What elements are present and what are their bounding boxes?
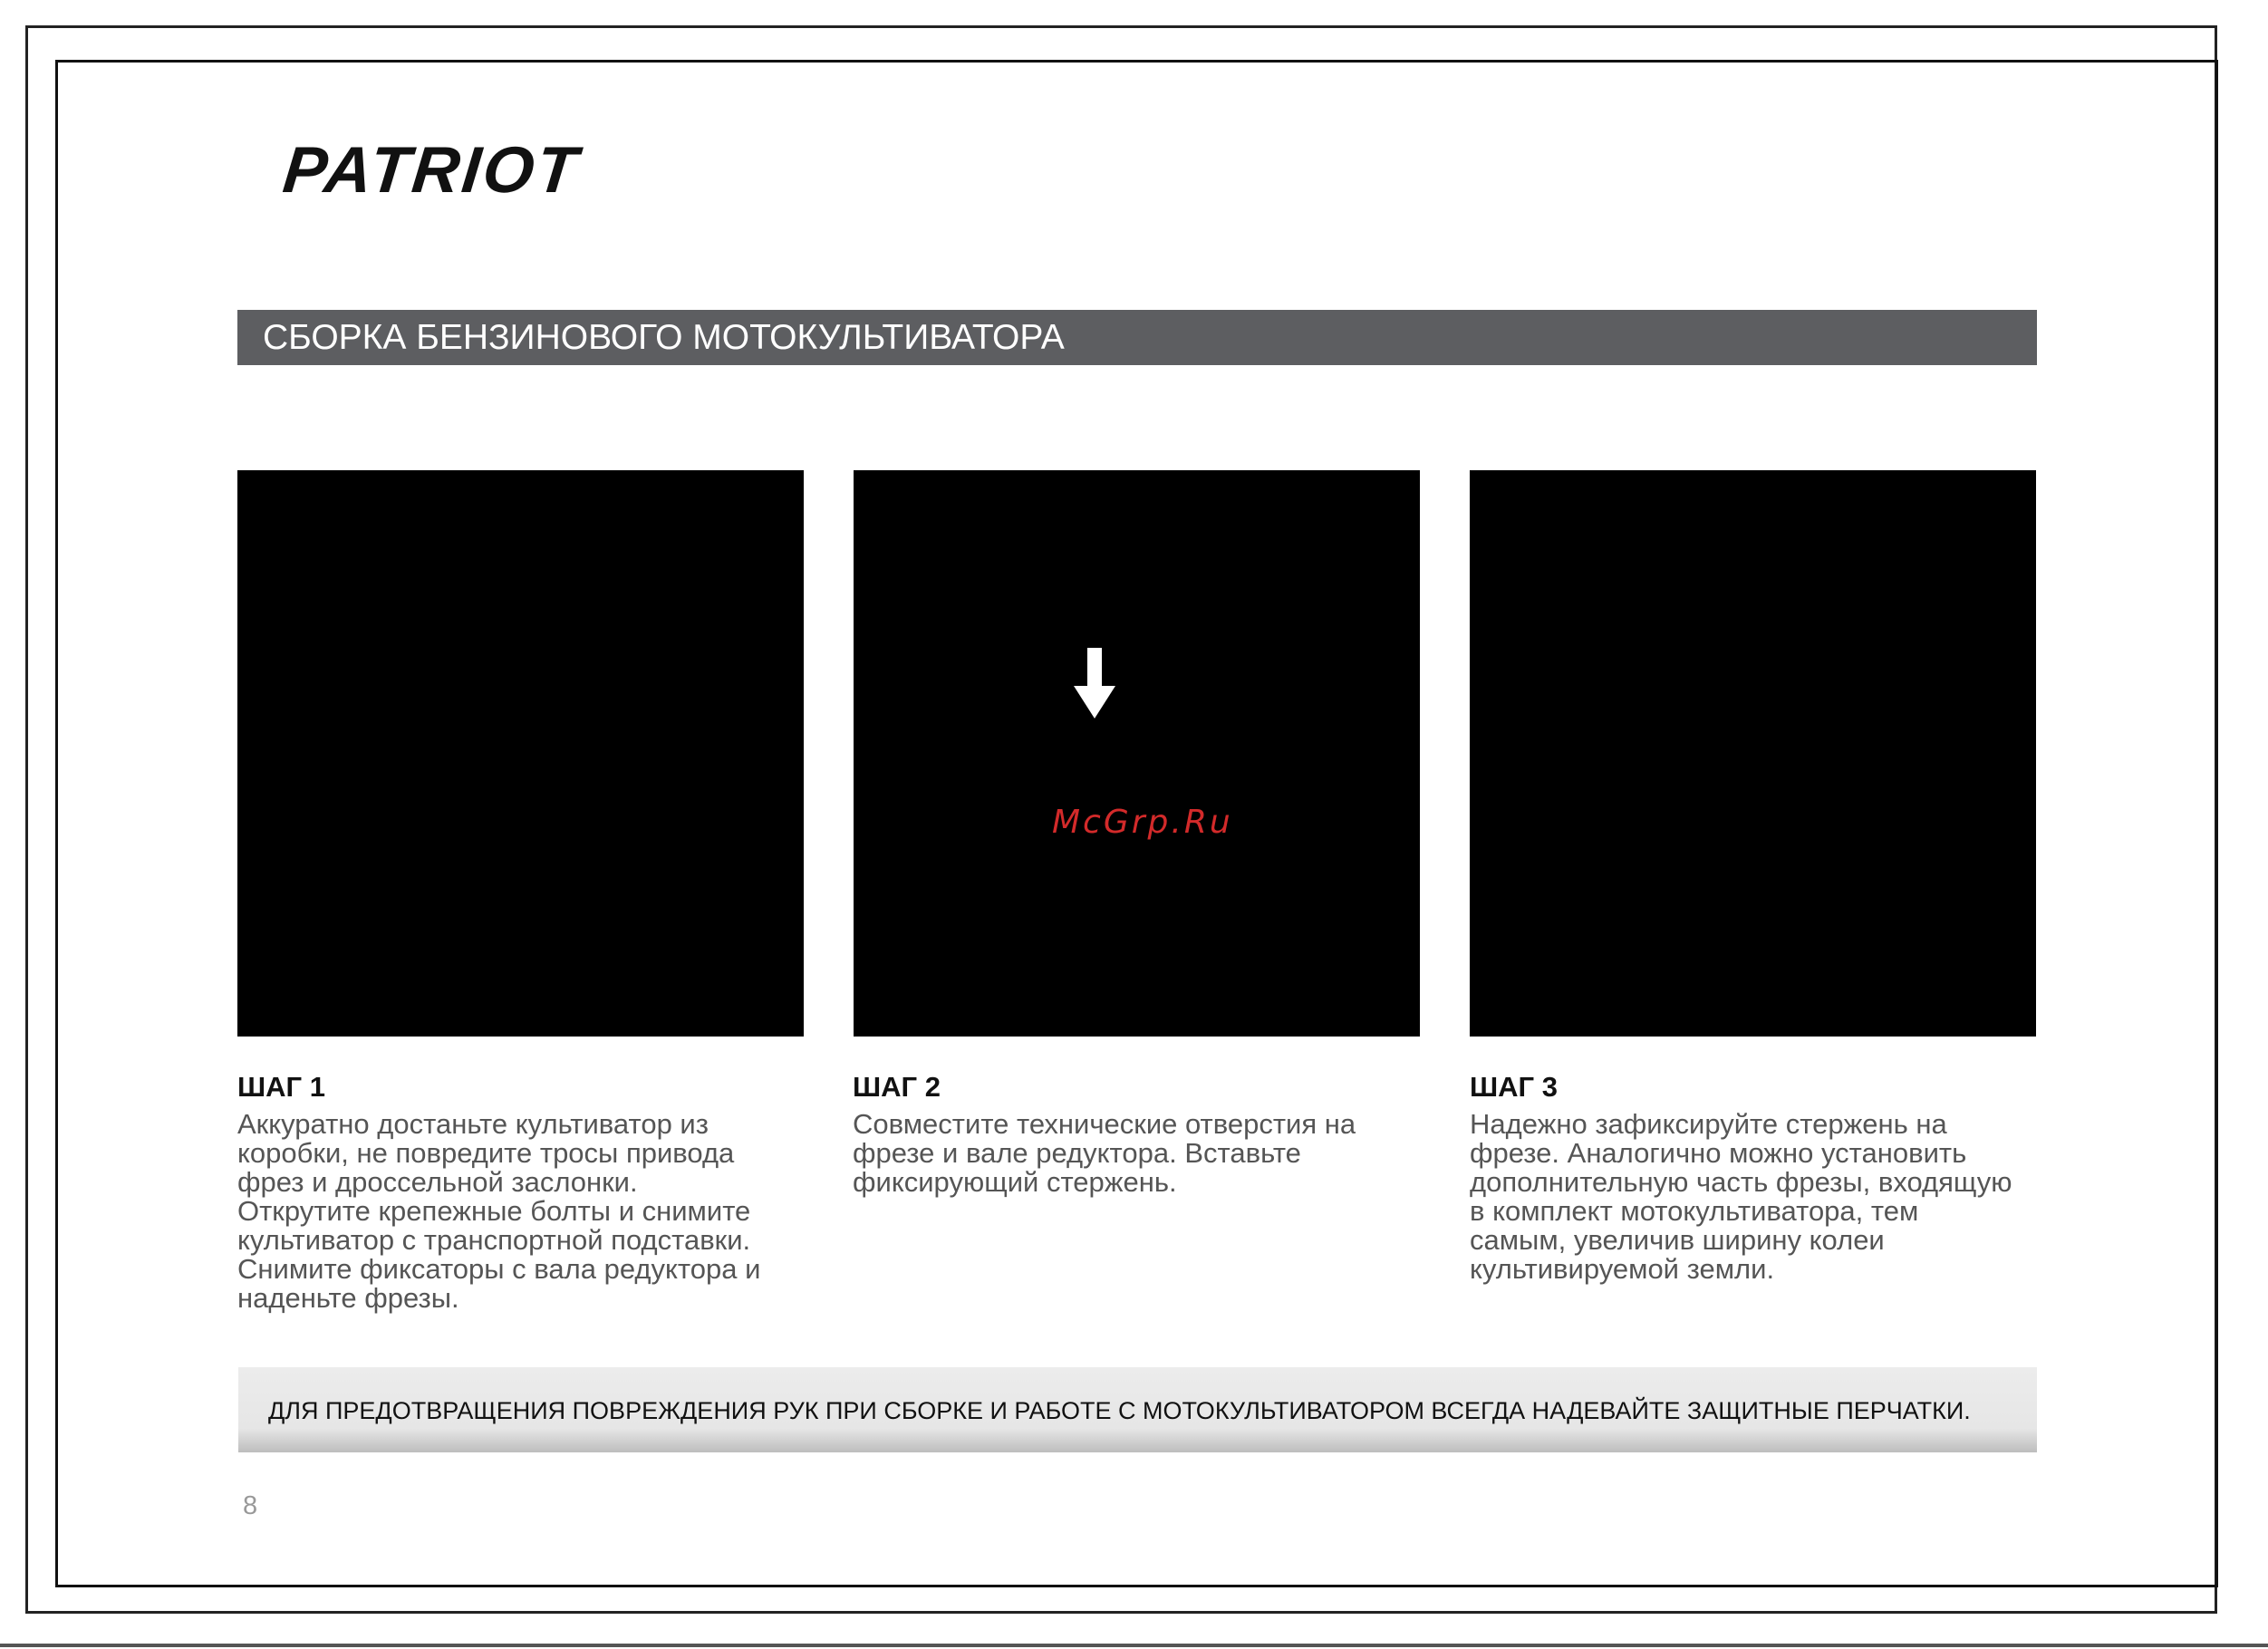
step-3-title: ШАГ 3 xyxy=(1470,1071,1558,1103)
step-1-line: коробки, не повредите тросы привода xyxy=(237,1137,735,1169)
step-3-line: культивируемой земли. xyxy=(1470,1253,1775,1285)
safety-warning-bar xyxy=(238,1367,2037,1452)
step-1-line: Аккуратно достаньте культиватор из xyxy=(237,1108,709,1140)
step-2-line: фрезе и вале редуктора. Вставьте xyxy=(853,1137,1301,1169)
arrow-down-icon xyxy=(1074,648,1115,718)
step-2-image xyxy=(854,470,1420,1037)
step-1-text xyxy=(237,1110,817,1313)
step-2-line: фиксирующий стержень. xyxy=(853,1166,1177,1198)
step-3-line: в комплект мотокультиватора, тем xyxy=(1470,1195,1919,1227)
watermark: McGrp.Ru xyxy=(1052,804,1233,841)
step-1-line: наденьте фрезы. xyxy=(237,1282,459,1314)
safety-warning-text: ДЛЯ ПРЕДОТВРАЩЕНИЯ ПОВРЕЖДЕНИЯ РУК ПРИ СБОРКЕ И РАБОТЕ С МОТОКУЛЬТИВАТОРОМ ВСЕГДА НАДЕВАЙТЕ ЗАЩИТНЫЕ ПЕРЧАТКИ. xyxy=(268,1397,1971,1424)
step-3-image xyxy=(1470,470,2036,1037)
step-2-text xyxy=(853,1110,1433,1197)
step-1-line: Снимите фиксаторы с вала редуктора и xyxy=(237,1253,761,1285)
patriot-logo: PATRIOT xyxy=(279,134,584,207)
step-1-line: фрез и дроссельной заслонки. xyxy=(237,1166,638,1198)
bottom-divider xyxy=(0,1644,2268,1647)
page-number: 8 xyxy=(243,1491,258,1520)
step-1-image xyxy=(237,470,804,1037)
step-3-line: Надежно зафиксируйте стержень на xyxy=(1470,1108,1947,1140)
step-2-title: ШАГ 2 xyxy=(853,1071,941,1103)
step-3-line: самым, увеличив ширину колеи xyxy=(1470,1224,1885,1256)
step-1-title: ШАГ 1 xyxy=(237,1071,325,1103)
step-3-text xyxy=(1470,1110,2050,1284)
step-1-line: культиватор с транспортной подставки. xyxy=(237,1224,751,1256)
step-1-line: Открутите крепежные болты и снимите xyxy=(237,1195,751,1227)
step-3-line: фрезе. Аналогично можно установить xyxy=(1470,1137,1967,1169)
step-2-line: Совместите технические отверстия на xyxy=(853,1108,1356,1140)
section-title-bar xyxy=(237,310,2037,365)
step-3-line: дополнительную часть фрезы, входящую xyxy=(1470,1166,2012,1198)
section-title: СБОРКА БЕНЗИНОВОГО МОТОКУЛЬТИВАТОРА xyxy=(263,318,1065,357)
